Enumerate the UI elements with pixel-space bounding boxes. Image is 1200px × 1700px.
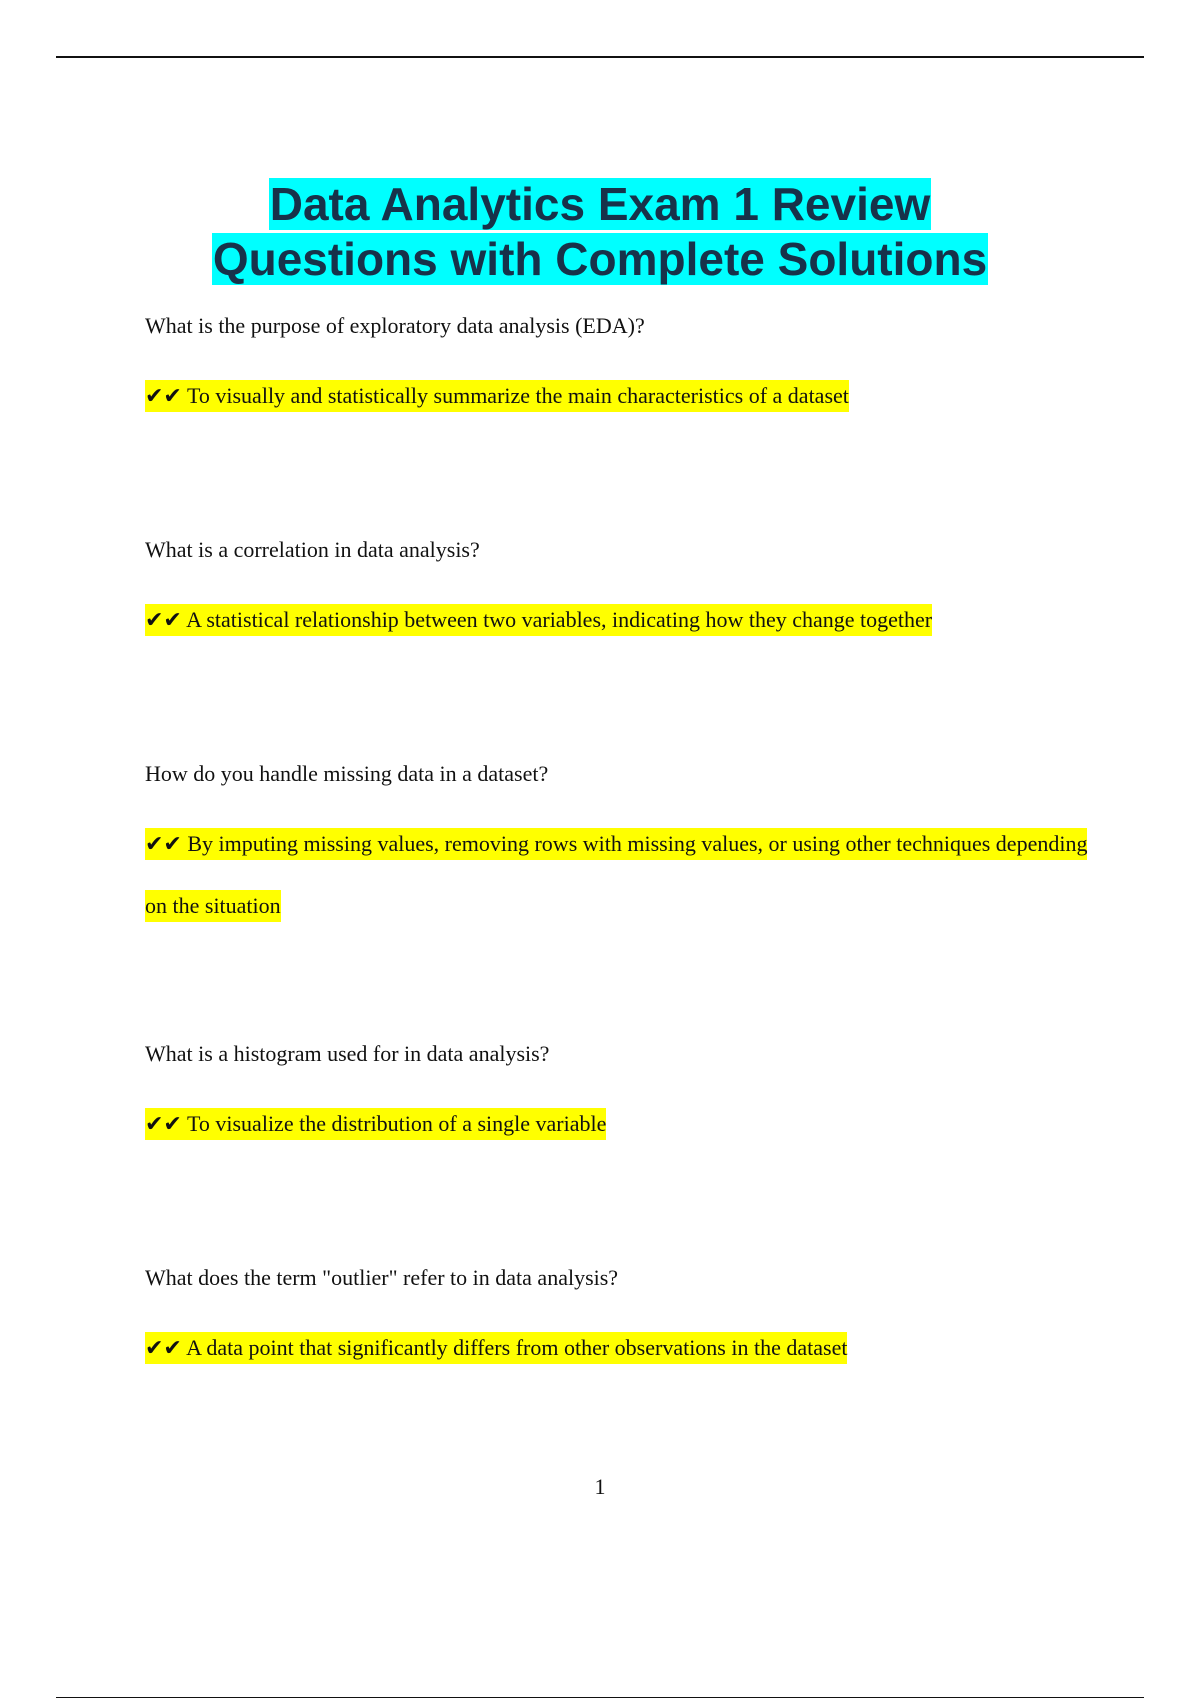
qa-item-2 <box>145 535 1105 651</box>
answer-text: A statistical relationship between two variables, indicating how they change together <box>186 607 933 632</box>
question-text: What does the term "outlier" refer to in data analysis? <box>145 1265 619 1290</box>
document-title <box>0 177 1200 287</box>
answer-highlight <box>145 380 849 412</box>
page-number: 1 <box>594 1474 606 1499</box>
answer-highlight <box>145 604 932 636</box>
title-line-2: Questions with Complete Solutions <box>212 232 988 285</box>
header-rule <box>56 56 1144 58</box>
qa-item-3 <box>145 759 1105 936</box>
answer-text: To visualize the distribution of a single variable <box>186 1111 607 1136</box>
answer-text: To visually and statistically summarize the main characteristics of a dataset <box>186 383 849 408</box>
question-text: How do you handle missing data in a dataset? <box>145 761 549 786</box>
double-check-icon: ✔✔ <box>145 1336 182 1361</box>
qa-item-5 <box>145 1263 1105 1379</box>
question-text: What is the purpose of exploratory data analysis (EDA)? <box>145 313 645 338</box>
answer-highlight <box>145 1332 847 1364</box>
double-check-icon: ✔✔ <box>145 1112 182 1137</box>
answer-text: A data point that significantly differs from other observations in the dataset <box>186 1335 848 1360</box>
question-text: What is a correlation in data analysis? <box>145 537 480 562</box>
double-check-icon: ✔✔ <box>145 832 182 857</box>
qa-item-1 <box>145 311 1105 427</box>
footer-rule <box>56 1697 1144 1698</box>
answer-block <box>145 589 1105 651</box>
question-text: What is a histogram used for in data analysis? <box>145 1041 550 1066</box>
double-check-icon: ✔✔ <box>145 384 182 409</box>
answer-block <box>145 813 1105 936</box>
qa-item-4 <box>145 1039 1105 1155</box>
title-line-1: Data Analytics Exam 1 Review <box>269 177 931 230</box>
answer-block <box>145 365 1105 427</box>
double-check-icon: ✔✔ <box>145 608 182 633</box>
answer-highlight <box>145 828 1087 922</box>
answer-block <box>145 1093 1105 1155</box>
answer-block <box>145 1317 1105 1379</box>
answer-highlight <box>145 1108 606 1140</box>
answer-text: By imputing missing values, removing rows with missing values, or using other techniques depending on the situation <box>145 831 1088 918</box>
